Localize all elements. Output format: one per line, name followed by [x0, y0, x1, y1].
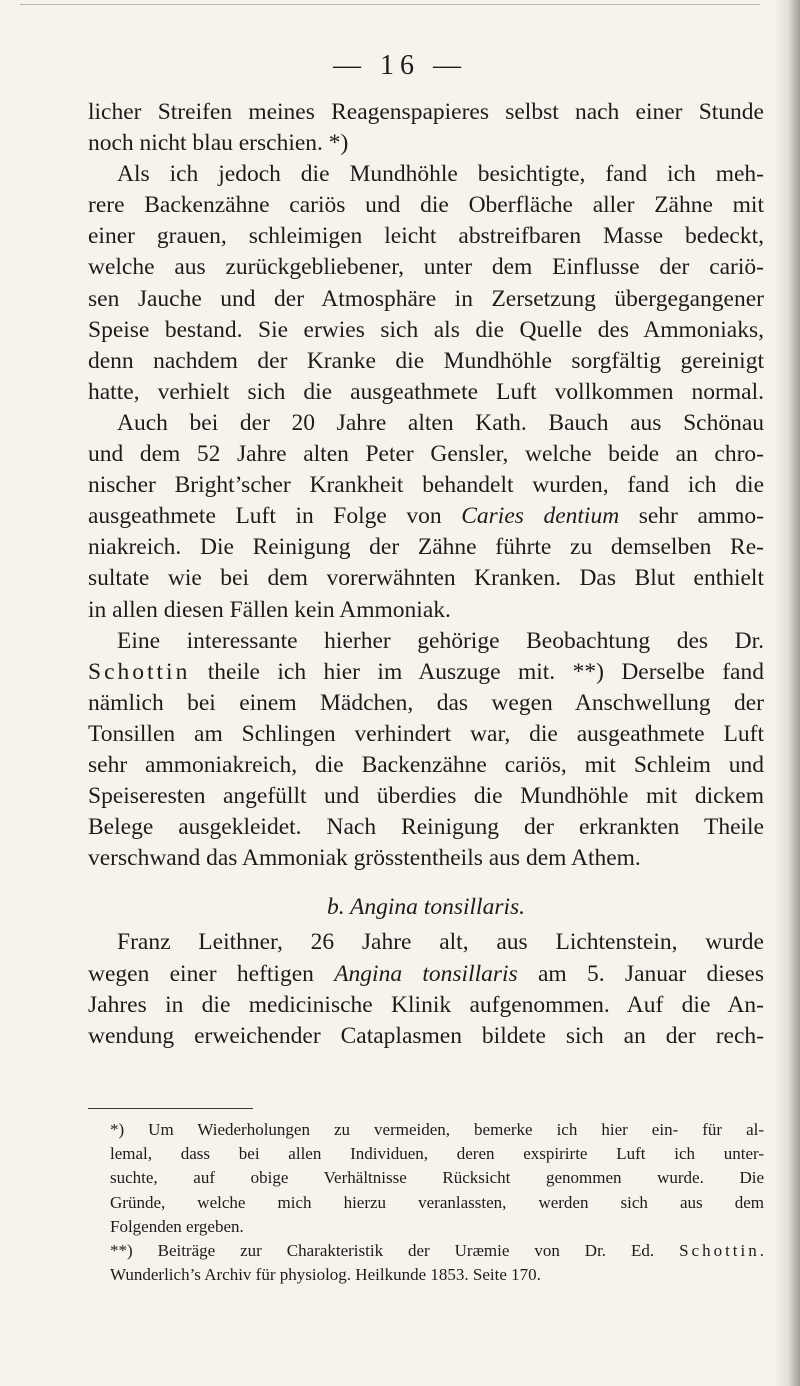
text-line: welche aus zurückgebliebener, unter dem Einflusse der cariö-	[88, 254, 764, 281]
footnote-line: Folgenden ergeben.	[110, 1216, 244, 1236]
text-line: Eine interessante hierher gehörige Beobachtung des Dr.	[117, 627, 764, 654]
section-heading-text: b. Angina tonsillaris.	[326, 894, 526, 921]
text-run: .	[759, 1240, 764, 1260]
footnote-line: *) Um Wiederholungen zu vermeiden, bemerke ich hier ein- für al-	[110, 1120, 764, 1139]
text-line: verschwand das Ammoniak grösstentheils aus dem Athem.	[88, 845, 641, 872]
text-line	[88, 501, 764, 532]
footnote-line: suchte, auf obige Verhältnisse Rücksicht genommen wurde. Die	[110, 1168, 764, 1188]
text-line: Speise bestand. Sie erwies sich als die Quelle des Ammoniaks,	[88, 316, 764, 343]
text-line: Belege ausgekleidet. Nach Reinigung der erkrankten Theile	[88, 814, 764, 841]
section-heading	[88, 892, 764, 923]
text-line: rere Backenzähne cariös und die Oberfläche aller Zähne mit	[88, 192, 764, 219]
main-text	[88, 97, 764, 1052]
footnote-line	[88, 1239, 764, 1263]
text-line: Jahres in die medicinische Klinik aufgenommen. Auf die An-	[88, 991, 764, 1018]
spaced-name: Schottin	[88, 658, 191, 685]
text-line: noch nicht blau erschien. *)	[88, 130, 349, 157]
footnote-line: Wunderlich’s Archiv für physiolog. Heilkunde 1853. Seite 170.	[110, 1265, 541, 1285]
text-line: sen Jauche und der Atmosphäre in Zersetzung übergegangener	[88, 285, 764, 312]
page-edge-shadow	[774, 0, 800, 1386]
text-line: niakreich. Die Reinigung der Zähne führte zu demselben Re-	[88, 534, 764, 561]
text-line	[88, 959, 764, 990]
text-line: Tonsillen am Schlingen verhindert war, die ausgeathmete Luft	[88, 720, 764, 747]
text-line: und dem 52 Jahre alten Peter Gensler, welche beide an chro-	[88, 441, 764, 468]
italic-term: Caries dentium	[461, 503, 620, 530]
text-run: wegen einer heftigen	[88, 960, 335, 987]
italic-term: Angina tonsillaris	[334, 960, 518, 987]
footnote-line: Gründe, welche mich hierzu veranlassten, werden sich aus dem	[110, 1192, 764, 1212]
spaced-name: Schottin	[679, 1240, 760, 1260]
footnote-divider	[88, 1108, 253, 1109]
footnote-line: lemal, dass bei allen Individuen, deren exspirirte Luft ich unter-	[110, 1144, 764, 1164]
text-line: Als ich jedoch die Mundhöhle besichtigte, fand ich meh-	[117, 161, 764, 188]
text-line	[88, 657, 764, 688]
footnotes	[88, 1118, 764, 1287]
text-run: am 5. Januar dieses	[517, 960, 764, 987]
text-line: in allen diesen Fällen kein Ammoniak.	[88, 596, 451, 623]
text-line: einer grauen, schleimigen leicht abstreifbaren Masse bedeckt,	[88, 223, 764, 250]
text-line: wendung erweichender Cataplasmen bildete sich an der rech-	[88, 1022, 764, 1049]
text-line: hatte, verhielt sich die ausgeathmete Luft vollkommen normal.	[88, 378, 764, 405]
text-line: Franz Leithner, 26 Jahre alt, aus Lichtenstein, wurde	[117, 929, 764, 956]
text-line: Speiseresten angefüllt und überdies die Mundhöhle mit dickem	[88, 783, 764, 810]
text-run: **) Beiträge zur Charakteristik der Uræmie von Dr. Ed.	[110, 1240, 680, 1260]
text-line: sultate wie bei dem vorerwähnten Kranken. Das Blut enthielt	[88, 565, 764, 592]
page-number: — 16 —	[333, 50, 467, 81]
text-line: licher Streifen meines Reagenspapieres selbst nach einer Stunde	[88, 99, 764, 125]
page-top-edge	[20, 4, 760, 5]
text-line: Auch bei der 20 Jahre alten Kath. Bauch aus Schönau	[117, 409, 764, 436]
text-run: theile ich hier im Auszuge mit. **) Derselbe fand	[190, 658, 764, 685]
text-line: nämlich bei einem Mädchen, das wegen Anschwellung der	[88, 689, 764, 716]
text-line: nischer Bright’scher Krankheit behandelt wurden, fand ich die	[88, 472, 764, 499]
text-run: sehr ammo-	[619, 503, 765, 530]
text-line: sehr ammoniakreich, die Backenzähne cariös, mit Schleim und	[88, 751, 764, 778]
text-run: ausgeathmete Luft in Folge von	[88, 503, 462, 530]
text-line: denn nachdem der Kranke die Mundhöhle sorgfältig gereinigt	[88, 347, 764, 374]
